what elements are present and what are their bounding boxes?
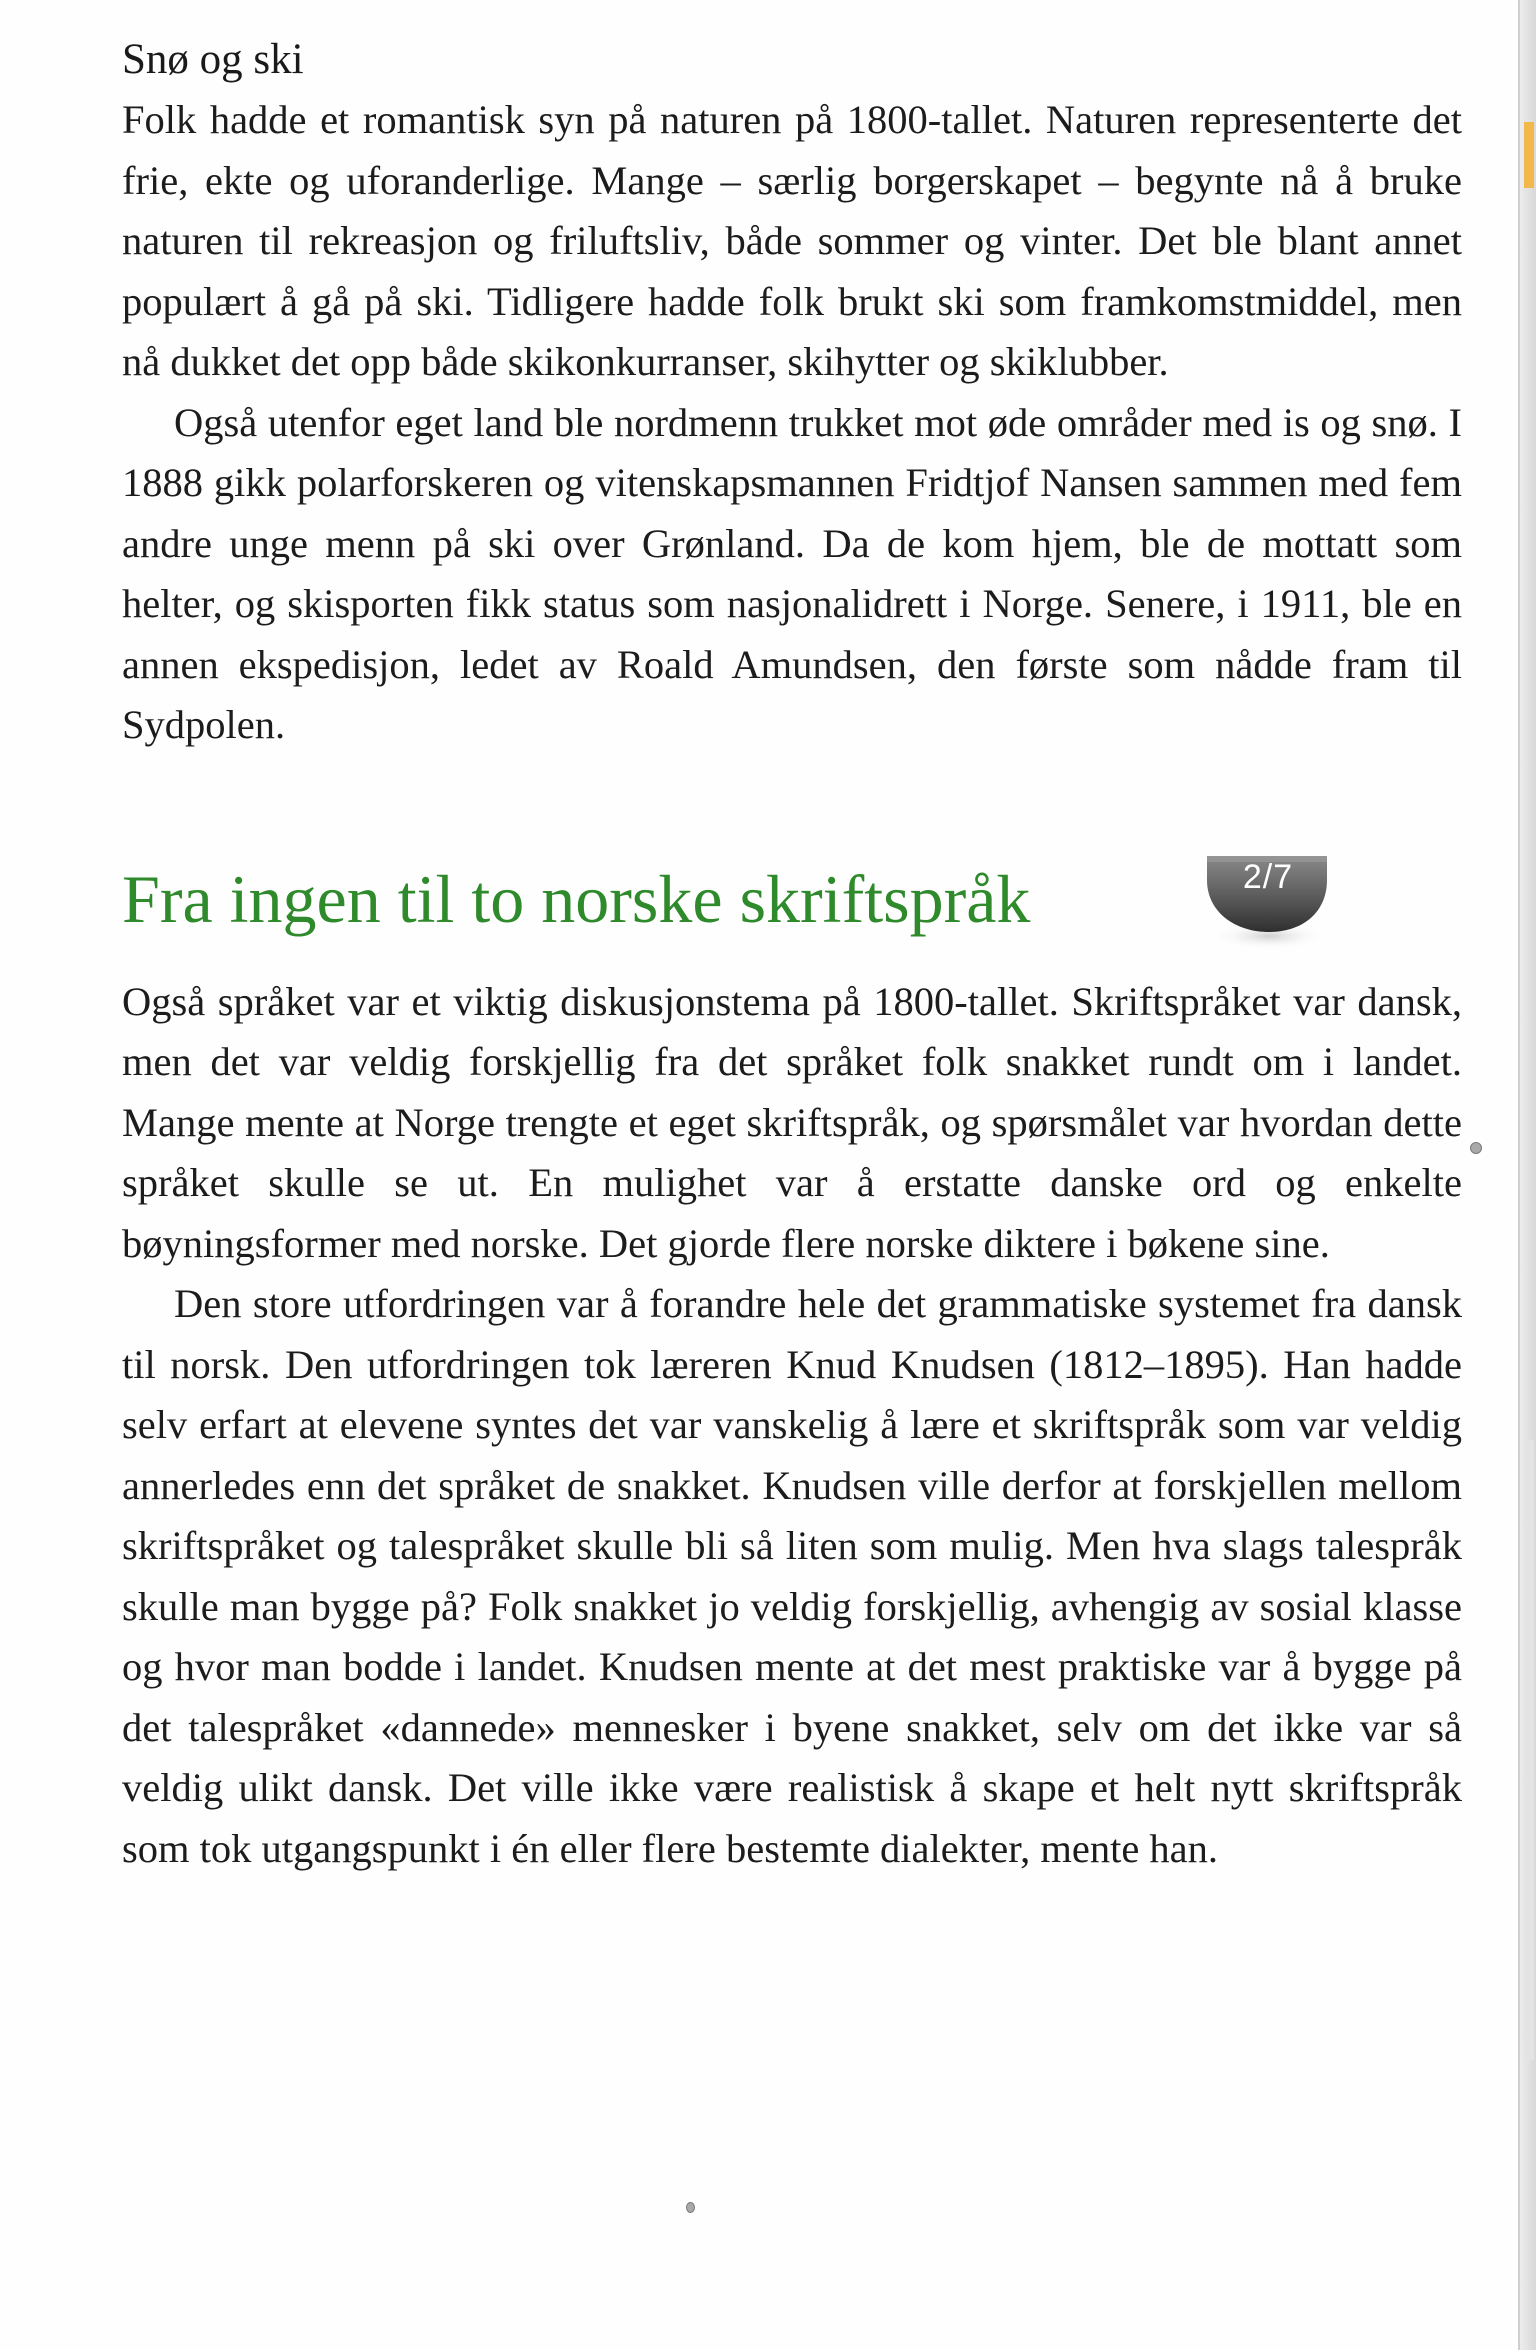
section-skriftsprak (122, 854, 1462, 1880)
chapter-tab-marker (1524, 122, 1534, 188)
paragraph-skriftsprak-2: Den store utfordringen var å forandre hele det grammatiske systemet fra dansk til norsk. Den utfordringen tok læreren Knud Knudsen (1812–1895). Han hadde selv erfart at elevene syntes det var vanskelig å lære et skriftspråk som var veldig annerledes enn det språket de snakket. Knudsen ville derfor at forskjellen mellom skriftspråket og talespråket skulle bli så liten som mulig. Men hva slags talespråk skulle man bygge på? Folk snakket jo veldig forskjellig, avhengig av sosial klasse og hvor man bodde i landet. Knudsen mente at det mest praktiske var å bygge på det talespråket «dannede» mennesker i byene snakket, selv om det ikke var så veldig ulikt dansk. Det ville ikke være realistisk å skape et helt nytt skriftspråk som tok utgangspunkt i én eller flere bestemte dialekter, mente han. (122, 1281, 1462, 1871)
sub-heading-sno-og-ski: Snø og ski (122, 36, 304, 83)
page-content (122, 30, 1462, 1879)
paragraph-sno-og-ski-1: Folk hadde et romantisk syn på naturen på 1800-tallet. Naturen representerte det frie, ekte og uforanderlige. Mange – særlig borgerskapet – begynte nå å bruke naturen til rekreasjon og friluftsliv, både sommer og vinter. Det ble blant annet populært å gå på ski. Tidligere hadde folk brukt ski som framkomstmiddel, men nå dukket det opp både skikonkurranser, skihytter og skiklubber. (122, 97, 1462, 384)
section-heading-skriftsprak: Fra ingen til to norske skriftspråk (122, 860, 1031, 937)
section-sno-og-ski (122, 30, 1462, 756)
paragraph-skriftsprak-1: Også språket var et viktig diskusjonstema på 1800-tallet. Skriftspråket var dansk, men det var veldig forskjellig fra det språket folk snakket rundt om i landet. Mange mente at Norge trengte et eget skriftspråk, og spørsmålet var hvordan dette språket skulle se ut. En mulighet var å erstatte danske ord og enkelte bøyningsformer med norske. Det gjorde flere norske diktere i bøkene sine. (122, 978, 1462, 1266)
paragraph-sno-og-ski-2: Også utenfor eget land ble nordmenn trukket mot øde områder med is og snø. I 1888 gikk polarforskeren og vitenskapsmannen Fridtjof Nansen sammen med fem andre unge menn på ski over Grønland. Da de kom hjem, ble de mottatt som helter, og skisporten fikk status som nasjonalidrett i Norge. Senere, i 1911, ble en annen ekspedisjon, ledet av Roald Amundsen, den første som nådde fram til Sydpolen. (122, 399, 1462, 747)
section-heading-row (122, 854, 1462, 964)
print-speck (1470, 1142, 1482, 1154)
part-badge-label: 2/7 (1242, 857, 1294, 896)
page-edge-shadow (1524, 1440, 1534, 2060)
part-badge-icon (1199, 850, 1337, 954)
print-speck (686, 2202, 695, 2213)
